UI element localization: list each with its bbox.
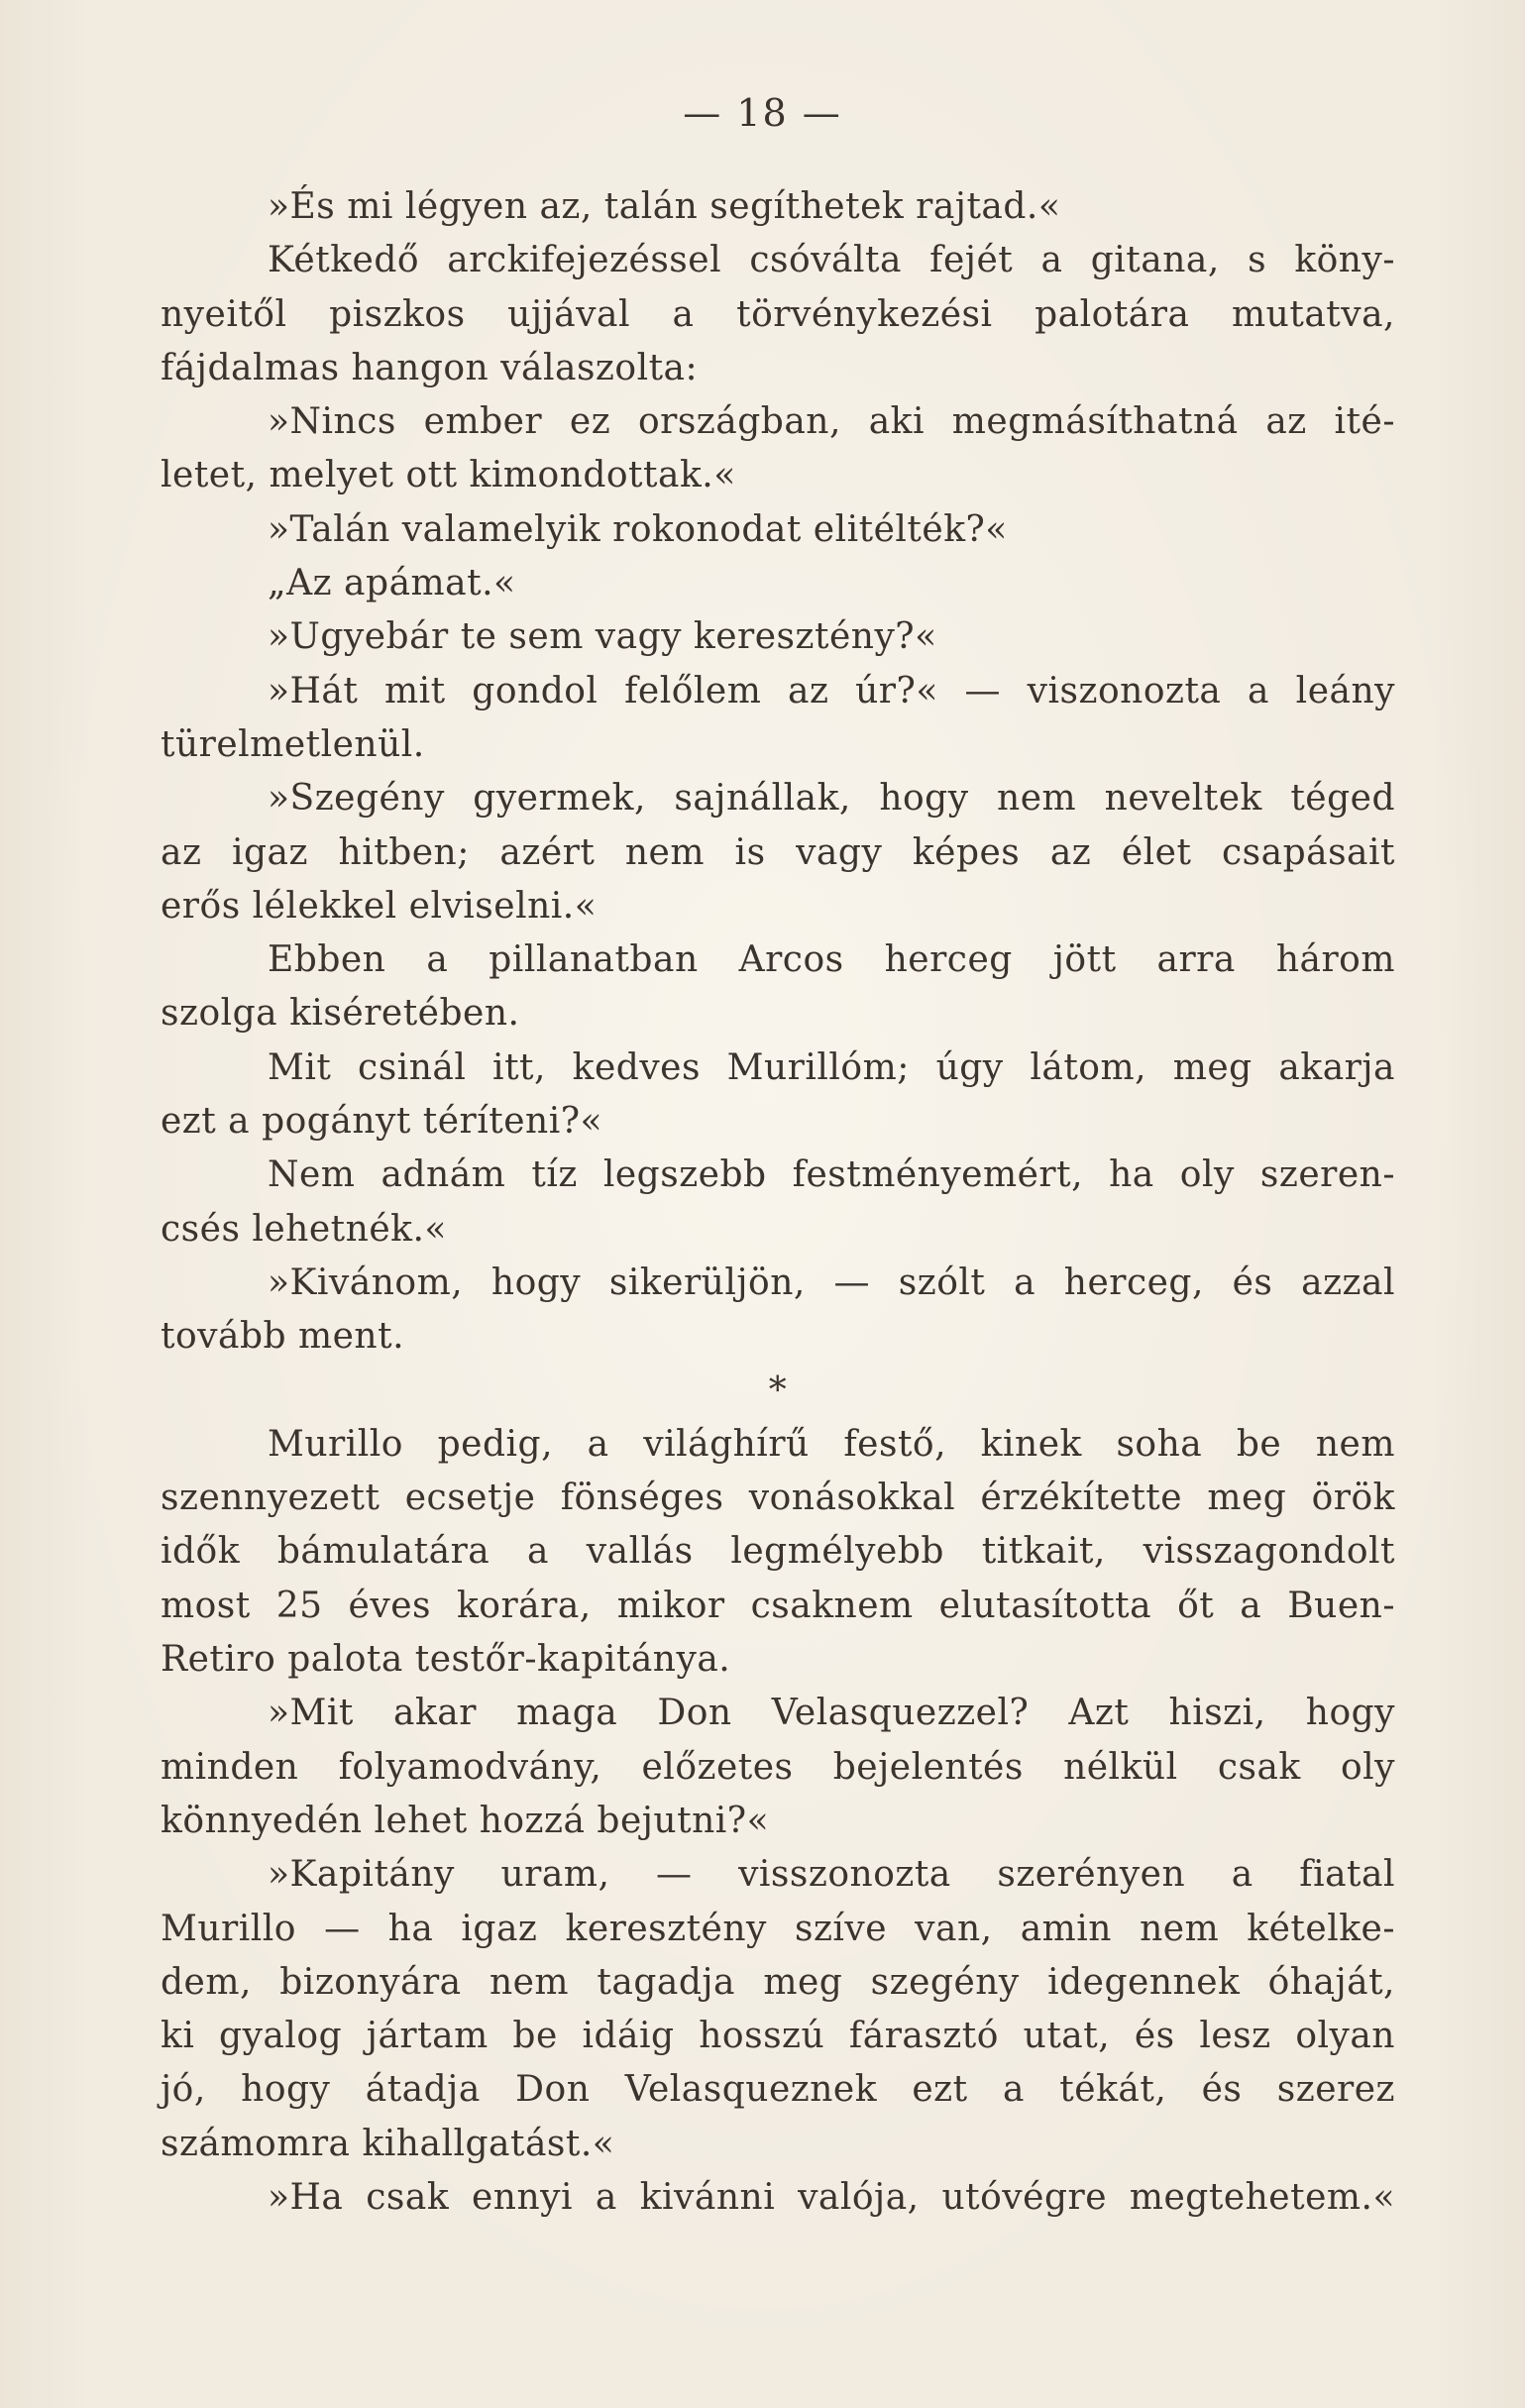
text-line: most 25 éves korára, mikor csaknem elutasította őt a Buen- xyxy=(161,1585,1395,1626)
text-line: szolga kiséretében. xyxy=(161,993,520,1035)
body-text xyxy=(161,180,1395,2225)
text-line: türelmetlenül. xyxy=(161,723,425,765)
text-line: fájdalmas hangon válaszolta: xyxy=(161,347,699,388)
text-line: jó, hogy átadja Don Velasqueznek ezt a tékát, és szerez xyxy=(161,2069,1395,2111)
text-line: Nem adnám tíz legszebb festményemért, ha oly szeren- xyxy=(268,1154,1395,1196)
text-line: Ebben a pillanatban Arcos herceg jött arra három xyxy=(268,939,1395,981)
text-line: »Ha csak ennyi a kivánni valója, utóvégre megtehetem.« xyxy=(268,2176,1395,2218)
text-line: letet, melyet ott kimondottak.« xyxy=(161,455,736,496)
text-line: »Kivánom, hogy sikerüljön, — szólt a herceg, és azzal xyxy=(268,1261,1395,1303)
text-line: »Kapitány uram, — visszonozta szerényen a fiatal xyxy=(268,1854,1395,1896)
text-line: Kétkedő arckifejezéssel csóválta fejét a gitana, s köny- xyxy=(268,240,1395,281)
text-line: ki gyalog jártam be idáig hosszú fárasztó utat, és lesz olyan xyxy=(161,2016,1395,2057)
page-number: — 18 — xyxy=(683,91,842,135)
text-line: minden folyamodvány, előzetes bejelentés nélkül csak oly xyxy=(161,1746,1395,1788)
text-line: »Szegény gyermek, sajnállak, hogy nem neveltek téged xyxy=(268,778,1395,820)
text-line: „Az apámat.« xyxy=(268,563,516,604)
text-line: »Mit akar maga Don Velasquezzel? Azt hiszi, hogy xyxy=(268,1693,1395,1734)
text-line: »És mi légyen az, talán segíthetek rajtad.« xyxy=(268,186,1061,227)
text-line: tovább ment. xyxy=(161,1316,405,1358)
text-line: számomra kihallgatást.« xyxy=(161,2123,615,2164)
text-line: idők bámulatára a vallás legmélyebb titkait, visszagondolt xyxy=(161,1531,1395,1573)
text-line: erős lélekkel elviselni.« xyxy=(161,885,598,927)
section-separator: * xyxy=(768,1369,788,1411)
text-line: »Hát mit gondol felőlem az úr?« — viszonozta a leány xyxy=(268,670,1395,711)
text-line: Mit csinál itt, kedves Murillóm; úgy látom, meg akarja xyxy=(268,1046,1395,1088)
text-line: »Nincs ember ez országban, aki megmásíthatná az ité- xyxy=(268,401,1395,443)
text-line: csés lehetnék.« xyxy=(161,1208,447,1250)
text-line: dem, bizonyára nem tagadja meg szegény idegennek óhaját, xyxy=(161,1961,1395,2003)
text-line: nyeitől piszkos ujjával a törvénykezési palotára mutatva, xyxy=(161,293,1395,335)
text-line: Murillo — ha igaz keresztény szíve van, amin nem kételke- xyxy=(161,1908,1395,1949)
text-line: könnyedén lehet hozzá bejutni?« xyxy=(161,1800,770,1841)
text-line: az igaz hitben; azért nem is vagy képes az élet csapásait xyxy=(161,831,1395,873)
text-line: ezt a pogányt téríteni?« xyxy=(161,1101,603,1143)
text-line: »Talán valamelyik rokonodat elitélték?« xyxy=(268,508,1008,550)
text-line: »Ugyebár te sem vagy keresztény?« xyxy=(268,616,937,658)
text-line: Retiro palota testőr-kapitánya. xyxy=(161,1639,731,1681)
text-line: szennyezett ecsetje fönséges vonásokkal érzékítette meg örök xyxy=(161,1478,1395,1519)
text-line: Murillo pedig, a világhírű festő, kinek soha be nem xyxy=(268,1423,1395,1465)
